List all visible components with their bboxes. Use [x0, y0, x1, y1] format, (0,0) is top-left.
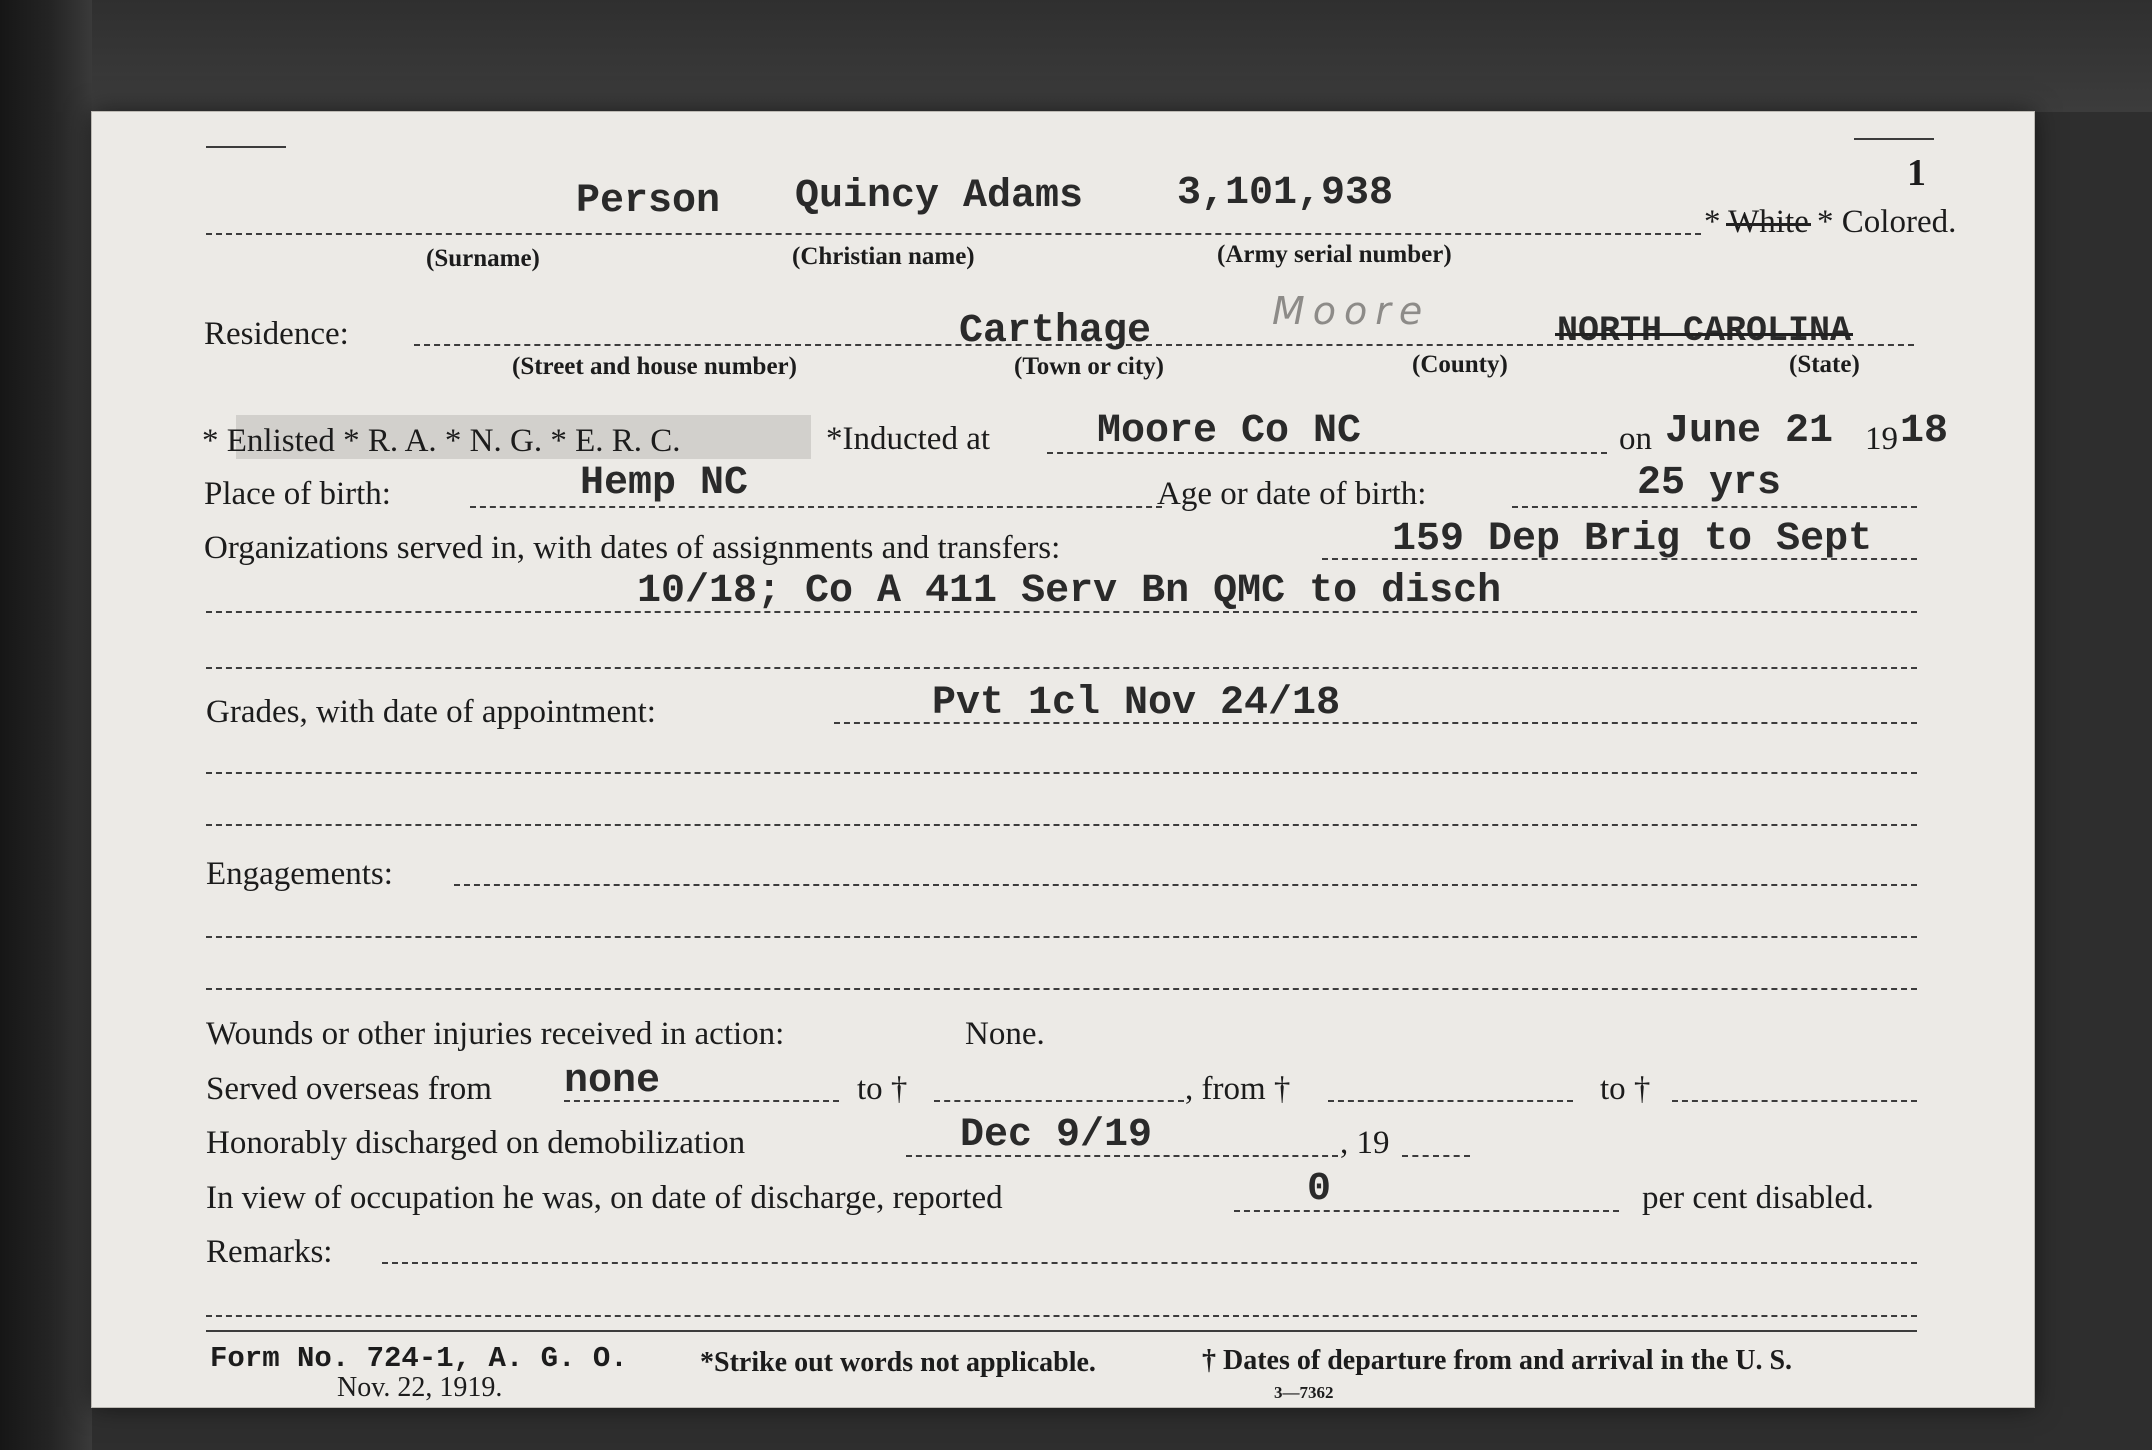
footer-rule	[206, 1330, 1917, 1332]
print-code: 3—7362	[1274, 1383, 1334, 1402]
county-caption: (County)	[1412, 351, 1508, 378]
card-number: 1	[1907, 152, 1926, 194]
overseas-to-line-1	[934, 1100, 1184, 1102]
grades-line-3	[206, 824, 1917, 826]
christian-name-caption: (Christian name)	[792, 243, 975, 270]
record-card	[92, 112, 2034, 1407]
age-value: 25 yrs	[1637, 461, 1782, 506]
remarks-label: Remarks:	[206, 1234, 333, 1270]
disability-value: 0	[1307, 1167, 1332, 1212]
street-caption: (Street and house number)	[512, 353, 797, 380]
form-number: Form No. 724-1, A. G. O.	[210, 1342, 628, 1375]
age-label: Age or date of birth:	[1157, 476, 1427, 512]
organizations-value-1: 159 Dep Brig to Sept	[1392, 517, 1873, 562]
top-left-rule	[206, 146, 286, 148]
grades-label: Grades, with date of appointment:	[206, 694, 656, 730]
organizations-value-2: 10/18; Co A 411 Serv Bn QMC to disch	[637, 569, 1502, 614]
place-of-birth-value: Hemp NC	[580, 461, 749, 506]
residence-county-handwritten: Moore	[1272, 289, 1431, 333]
inducted-label: *Inducted at	[826, 421, 991, 457]
overseas-label: Served overseas from	[206, 1071, 492, 1107]
induction-year-prefix: 19	[1865, 421, 1898, 457]
discharge-year-line	[1402, 1155, 1470, 1157]
scan-border-top	[92, 0, 2152, 112]
town-caption: (Town or city)	[1014, 353, 1164, 380]
remarks-line-1	[382, 1262, 1917, 1264]
race-white-struck: White	[1728, 204, 1809, 240]
age-line	[1512, 506, 1917, 508]
race-line	[1704, 206, 1956, 239]
disability-line	[1234, 1210, 1619, 1212]
residence-state-value: NORTH CAROLINA	[1557, 311, 1852, 351]
wounds-value: None.	[965, 1016, 1045, 1052]
form-date: Nov. 22, 1919.	[337, 1372, 503, 1403]
grades-line-2	[206, 772, 1917, 774]
disability-label: In view of occupation he was, on date of discharge, reported	[206, 1180, 1003, 1216]
overseas-to-line-2	[1672, 1100, 1917, 1102]
wounds-label: Wounds or other injuries received in action:	[206, 1016, 785, 1052]
place-of-birth-label: Place of birth:	[204, 476, 391, 512]
remarks-line-2	[206, 1315, 1917, 1317]
engagements-line-3	[206, 988, 1917, 990]
disability-suffix: per cent disabled.	[1642, 1180, 1874, 1216]
engagements-line-1	[454, 884, 1917, 886]
organizations-label: Organizations served in, with dates of assignments and transfers:	[204, 530, 1061, 566]
induction-year-suffix: 18	[1900, 409, 1949, 454]
discharge-value: Dec 9/19	[960, 1113, 1153, 1158]
engagements-label: Engagements:	[206, 856, 393, 892]
christian-name-value: Quincy Adams	[795, 174, 1084, 219]
enlistment-options: * Enlisted * R. A. * N. G. * E. R. C.	[202, 423, 681, 459]
strike-out-note: *Strike out words not applicable.	[700, 1347, 1096, 1378]
state-caption: (State)	[1789, 351, 1860, 378]
residence-label: Residence:	[204, 316, 349, 352]
organizations-line-3	[206, 667, 1917, 669]
overseas-from-label-2: , from †	[1185, 1071, 1291, 1107]
scan-border-left	[0, 0, 92, 1450]
overseas-from-line-2	[1328, 1100, 1573, 1102]
residence-town-value: Carthage	[959, 309, 1152, 354]
overseas-to-label-1: to †	[857, 1071, 908, 1107]
name-line	[206, 233, 1701, 235]
surname-caption: (Surname)	[426, 245, 540, 272]
race-colored: * Colored.	[1808, 204, 1957, 240]
on-label: on	[1619, 421, 1652, 457]
top-right-rule	[1854, 138, 1934, 140]
overseas-from-value: none	[564, 1059, 661, 1104]
surname-value: Person	[576, 179, 721, 224]
serial-number-caption: (Army serial number)	[1217, 241, 1452, 268]
overseas-to-label-2: to †	[1600, 1071, 1651, 1107]
inducted-at-value: Moore Co NC	[1097, 409, 1362, 454]
induction-date-value: June 21	[1665, 409, 1834, 454]
engagements-line-2	[206, 936, 1917, 938]
race-prefix: *	[1704, 204, 1729, 240]
grades-value: Pvt 1cl Nov 24/18	[932, 681, 1341, 726]
discharge-label: Honorably discharged on demobilization	[206, 1125, 746, 1161]
dates-note: † Dates of departure from and arrival in the U. S.	[1202, 1345, 1793, 1376]
place-of-birth-line	[470, 506, 1162, 508]
serial-number-value: 3,101,938	[1177, 171, 1394, 216]
discharge-year-label: , 19	[1340, 1125, 1390, 1161]
